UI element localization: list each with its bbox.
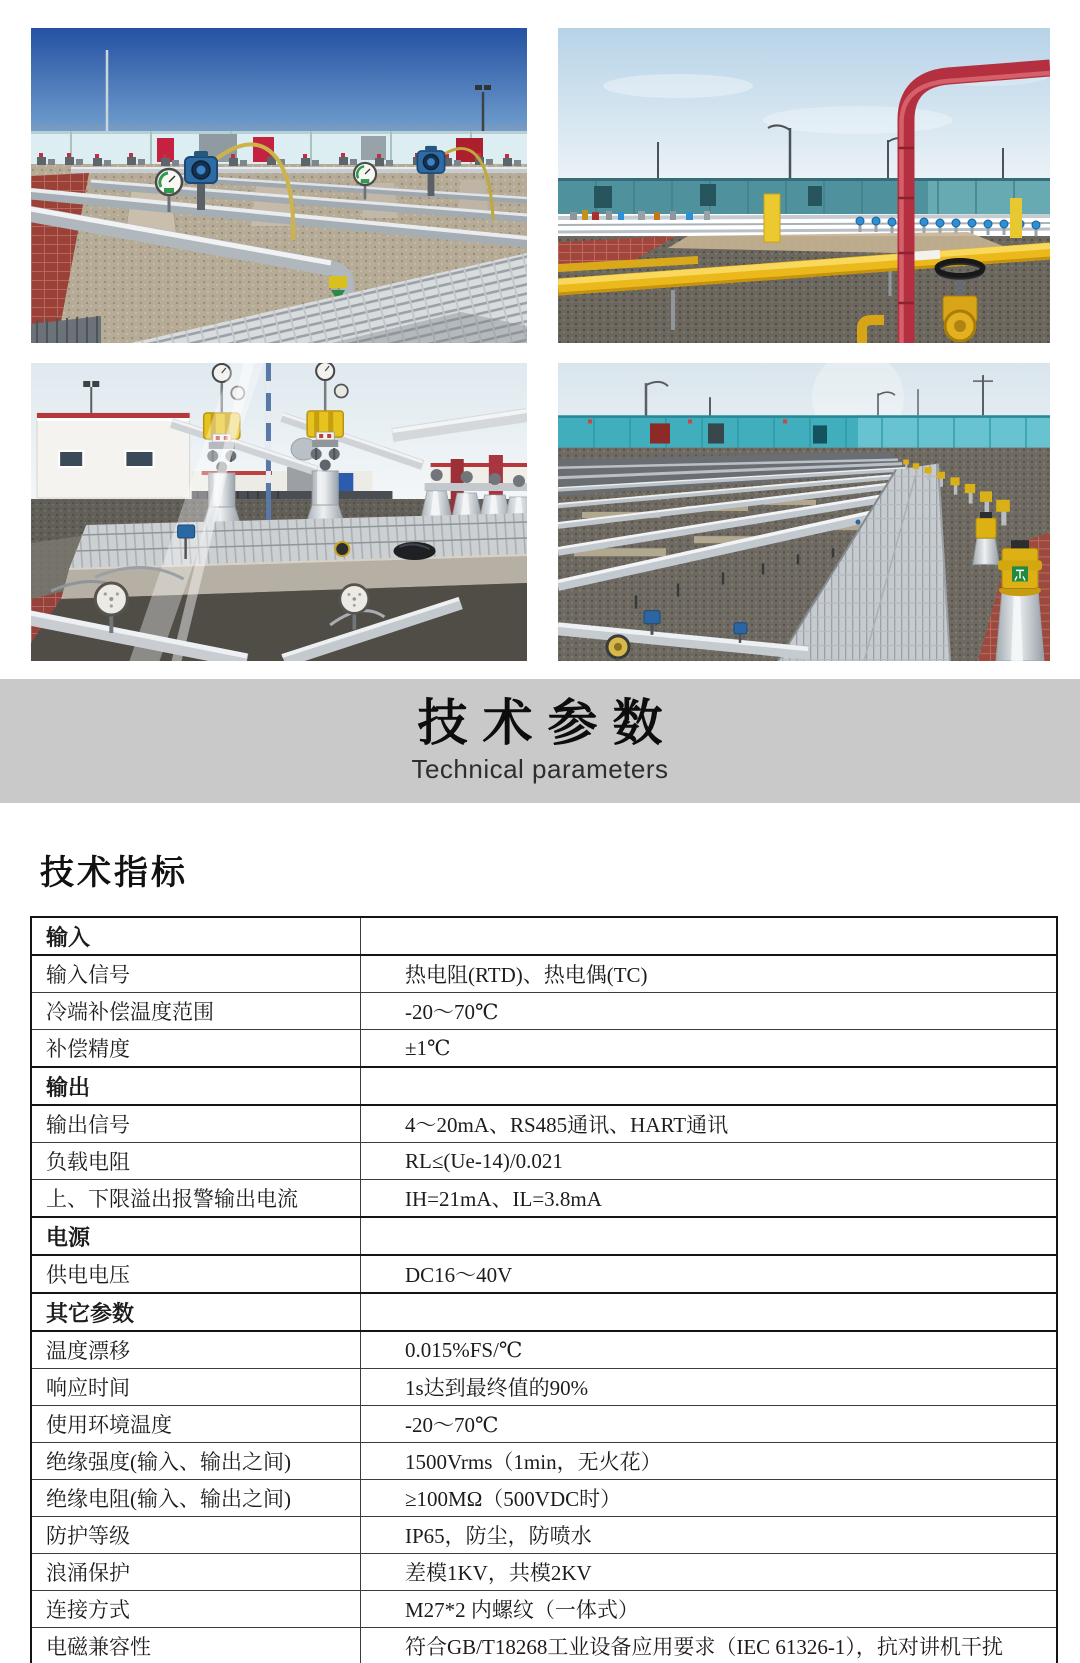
- spec-row: [31, 1369, 1057, 1406]
- sky: [558, 28, 1050, 188]
- spec-value: 4～20mA、RS485通讯、HART通讯: [361, 1105, 1058, 1143]
- spec-row: [31, 1406, 1057, 1443]
- spec-row: [31, 1331, 1057, 1369]
- spec-row: [31, 1554, 1057, 1591]
- spec-label: 绝缘电阻(输入、输出之间): [31, 1480, 361, 1517]
- spec-value: 0.015%FS/℃: [361, 1331, 1058, 1369]
- spec-value: 差模1KV，共模2KV: [361, 1554, 1058, 1591]
- spec-row: [31, 1030, 1057, 1068]
- photo-transmitter-rack-image: [31, 28, 527, 343]
- spec-label: 响应时间: [31, 1369, 361, 1406]
- spec-label: 补偿精度: [31, 1030, 361, 1068]
- spec-value: 1500Vrms（1min，无火花）: [361, 1443, 1058, 1480]
- spec-label: 电源: [31, 1217, 361, 1255]
- photo-yellow-red-pipelines-image: [558, 28, 1050, 343]
- spec-value: ±1℃: [361, 1030, 1058, 1068]
- spec-label: 输出: [31, 1067, 361, 1105]
- spec-row: [31, 1628, 1057, 1663]
- banner-subtitle: Technical parameters: [411, 753, 669, 784]
- spec-value: M27*2 内螺纹（一体式）: [361, 1591, 1058, 1628]
- spec-label: 供电电压: [31, 1255, 361, 1293]
- banner-title: 技术参数: [417, 695, 678, 752]
- spec-row: [31, 955, 1057, 993]
- spec-label: 负载电阻: [31, 1143, 361, 1180]
- spec-value: DC16～40V: [361, 1255, 1058, 1293]
- photo-transmitter-rack: [31, 28, 527, 343]
- photo-manifold-station-image: [31, 363, 527, 661]
- wellhead-large: [996, 540, 1044, 661]
- spec-label: 使用环境温度: [31, 1406, 361, 1443]
- spec-value: IP65，防尘，防喷水: [361, 1517, 1058, 1554]
- spec-value: -20～70℃: [361, 1406, 1058, 1443]
- spec-table: [30, 916, 1058, 1663]
- yellow-signboard: [764, 194, 780, 242]
- teal-wall: [558, 178, 1050, 214]
- photo-gallery: [31, 28, 1080, 661]
- spec-section-row: [31, 917, 1057, 955]
- spec-section-row: [31, 1067, 1057, 1105]
- spec-value: -20～70℃: [361, 993, 1058, 1030]
- photo-pipe-rows-walkway-image: [558, 363, 1050, 661]
- spec-label: 上、下限溢出报警输出电流: [31, 1180, 361, 1218]
- spec-label: 输入信号: [31, 955, 361, 993]
- spec-label: 电磁兼容性: [31, 1628, 361, 1663]
- spec-label: 温度漂移: [31, 1331, 361, 1369]
- teal-wall: [558, 415, 1050, 447]
- spec-row: [31, 1105, 1057, 1143]
- spec-label: 冷端补偿温度范围: [31, 993, 361, 1030]
- spec-label: 连接方式: [31, 1591, 361, 1628]
- spec-value: 1s达到最终值的90%: [361, 1369, 1058, 1406]
- spec-row: [31, 1255, 1057, 1293]
- spec-value: 符合GB/T18268工业设备应用要求（IEC 61326-1），抗对讲机干扰: [361, 1628, 1058, 1663]
- blue-transmitter: [178, 525, 195, 538]
- small-gauge: [335, 542, 349, 556]
- spec-label: 输入: [31, 917, 361, 955]
- spec-section-row: [31, 1217, 1057, 1255]
- spec-value: 热电阻(RTD)、热电偶(TC): [361, 955, 1058, 993]
- spec-label: 其它参数: [31, 1293, 361, 1331]
- spec-value: [361, 1217, 1058, 1255]
- spec-heading: 技术指标: [40, 854, 188, 892]
- spec-row: [31, 1517, 1057, 1554]
- spec-label: 输出信号: [31, 1105, 361, 1143]
- spec-label: 绝缘强度(输入、输出之间): [31, 1443, 361, 1480]
- spec-row: [31, 993, 1057, 1030]
- section-banner: [0, 679, 1080, 803]
- spec-row: [31, 1143, 1057, 1180]
- spec-row: [31, 1591, 1057, 1628]
- spec-section-row: [31, 1293, 1057, 1331]
- spec-value: RL≤(Ue-14)/0.021: [361, 1143, 1058, 1180]
- striped-pole: [266, 363, 271, 521]
- photo-manifold-station: [31, 363, 527, 661]
- spec-row: [31, 1180, 1057, 1218]
- spec-row: [31, 1443, 1057, 1480]
- spec-value: [361, 1067, 1058, 1105]
- spec-label: 防护等级: [31, 1517, 361, 1554]
- spec-row: [31, 1480, 1057, 1517]
- spec-label: 浪涌保护: [31, 1554, 361, 1591]
- spec-value: ≥100MΩ（500VDC时）: [361, 1480, 1058, 1517]
- photo-pipe-rows-walkway: [558, 363, 1050, 661]
- yellow-signboard: [1010, 198, 1022, 238]
- wellhead-mid: [973, 512, 999, 564]
- spec-value: IH=21mA、IL=3.8mA: [361, 1180, 1058, 1218]
- spec-value: [361, 1293, 1058, 1331]
- photo-yellow-red-pipelines: [558, 28, 1050, 343]
- spec-value: [361, 917, 1058, 955]
